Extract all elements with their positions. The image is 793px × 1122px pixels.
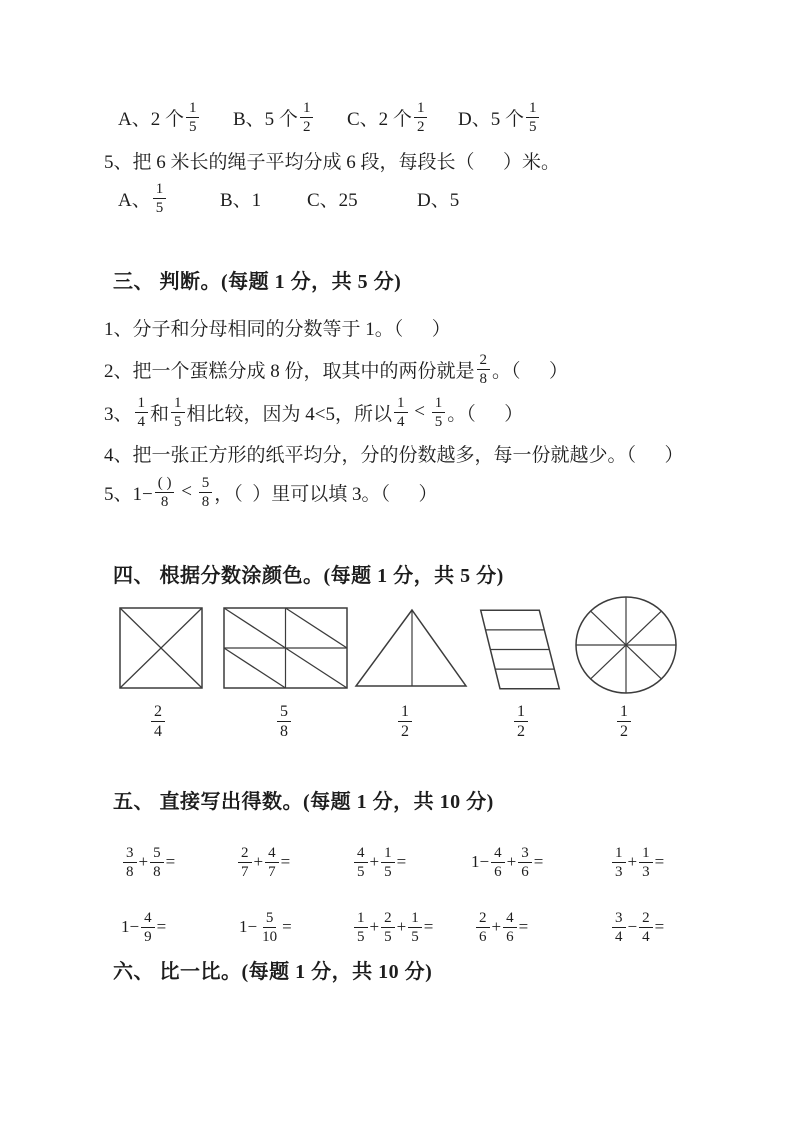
option-label: A、	[118, 189, 151, 211]
fraction: $\frac{1}{2}$	[398, 702, 412, 741]
option-label: A、2 个	[118, 108, 184, 130]
shape-label-3	[396, 702, 414, 741]
fraction: $\frac{3}{8}$	[123, 844, 137, 881]
s3-item-1: 1、分子和分母相同的分数等于 1。（ ）	[104, 318, 451, 340]
fraction: $\frac{1}{2}$	[514, 702, 528, 741]
calc-expression: 1− $\frac{4}{6}$ + $\frac{3}{6}$ =	[471, 844, 544, 880]
fraction: $\frac{1}{5}$	[186, 99, 200, 136]
fraction: $\frac{5}{10}$	[262, 909, 278, 945]
fraction: $\frac{2}{5}$	[381, 909, 395, 946]
fraction: $\frac{5}{8}$	[277, 702, 291, 741]
option-label: C、2 个	[347, 108, 412, 130]
parallelogram-shape	[481, 610, 560, 688]
calc-expression: 1− $\frac{5}{10}$ =	[239, 909, 292, 945]
fraction: $\frac{5}{8}$	[199, 474, 213, 511]
section-4-heading: 四、 根据分数涂颜色。(每题 1 分，共 5 分)	[113, 565, 504, 587]
s3-item-3: 3、 $\frac{1}{4}$ 和 $\frac{1}{5}$ 相比较，因为 4<5，所以 $\frac{1}{4}$ < $\frac{1}{5}$ 。（ ）	[104, 394, 524, 430]
shape-label-2	[275, 702, 293, 741]
section-6-heading: 六、 比一比。(每题 1 分，共 10 分)	[113, 961, 433, 983]
fraction: $\frac{( )}{8}$	[155, 474, 175, 511]
fraction: $\frac{1}{2}$	[300, 99, 314, 136]
fraction: $\frac{5}{8}$	[150, 844, 164, 881]
fraction: $\frac{2}{7}$	[238, 844, 252, 881]
fraction: $\frac{1}{2}$	[617, 702, 631, 741]
fraction: $\frac{4}{5}$	[354, 844, 368, 881]
calc-expression: $\frac{2}{7}$ + $\frac{4}{7}$ =	[236, 841, 290, 883]
fraction: $\frac{1}{5}$	[354, 909, 368, 946]
rectangle-8-parts-shape	[224, 608, 347, 688]
fraction: $\frac{3}{6}$	[518, 844, 532, 881]
q5-option-b: B、1	[220, 189, 262, 211]
fraction: $\frac{4}{7}$	[265, 844, 279, 881]
fraction: $\frac{2}{4}$	[151, 702, 165, 741]
question-5-text: 5、把 6 米长的绳子平均分成 6 段，每段长（ ）米。	[104, 152, 561, 173]
calc-expression: $\frac{4}{5}$ + $\frac{1}{5}$ =	[352, 841, 406, 883]
shape-label-1	[149, 702, 167, 741]
q5-option-c: C、25	[307, 189, 358, 211]
fraction: $\frac{4}{9}$	[141, 909, 155, 946]
triangle-shape	[356, 610, 466, 686]
section-3-heading: 三、 判断。(每题 1 分，共 5 分)	[113, 271, 402, 293]
option-label: B、5 个	[233, 108, 298, 130]
fraction: $\frac{1}{2}$	[414, 99, 428, 136]
fraction: $\frac{1}{4}$	[394, 394, 408, 431]
fraction: $\frac{1}{5}$	[171, 394, 185, 431]
square-x-shape	[120, 608, 202, 688]
shape-label-5	[615, 702, 633, 741]
fraction: $\frac{1}{3}$	[612, 844, 626, 881]
calc-expression: $\frac{3}{4}$ − $\frac{2}{4}$ =	[610, 906, 664, 948]
s3-item-4: 4、把一张正方形的纸平均分，分的份数越多，每一份就越少。（ ）	[104, 444, 684, 466]
circle-8-sectors-shape	[576, 597, 676, 693]
fraction: $\frac{4}{6}$	[503, 909, 517, 946]
calc-expression: $\frac{1}{3}$ + $\frac{1}{3}$ =	[610, 841, 664, 883]
fraction: $\frac{2}{8}$	[477, 351, 491, 388]
fraction: $\frac{2}{6}$	[476, 909, 490, 946]
fraction: $\frac{1}{5}$	[526, 99, 540, 136]
fraction: $\frac{1}{5}$	[432, 394, 446, 431]
fraction: $\frac{1}{5}$	[153, 180, 167, 217]
q5-option-d: D、5	[417, 189, 460, 211]
calc-expression: $\frac{2}{6}$ + $\frac{4}{6}$ =	[474, 906, 528, 948]
s3-item-2: 2、把一个蛋糕分成 8 份，取其中的两份就是 $\frac{2}{8}$ 。（ ）	[104, 351, 569, 387]
fraction: $\frac{1}{5}$	[408, 909, 422, 946]
calc-expression: 1− $\frac{4}{9}$ =	[121, 909, 167, 945]
fraction: $\frac{4}{6}$	[491, 844, 505, 881]
calc-expression: $\frac{1}{5}$ + $\frac{2}{5}$ + $\frac{1}{5}$ =	[352, 906, 433, 948]
option-label: D、5 个	[458, 108, 524, 130]
fraction: $\frac{1}{4}$	[135, 394, 149, 431]
fraction: $\frac{1}{3}$	[639, 844, 653, 881]
fraction: $\frac{2}{4}$	[639, 909, 653, 946]
section-5-heading: 五、 直接写出得数。(每题 1 分，共 10 分)	[113, 791, 494, 813]
fraction: $\frac{3}{4}$	[612, 909, 626, 946]
fraction: $\frac{1}{5}$	[381, 844, 395, 881]
calc-expression: $\frac{3}{8}$ + $\frac{5}{8}$ =	[121, 841, 175, 883]
s3-item-5: 5、1− $\frac{( )}{8}$ < $\frac{5}{8}$ ，（ ）里可以填 3。（ ）	[104, 474, 438, 510]
shape-label-4	[512, 702, 530, 741]
